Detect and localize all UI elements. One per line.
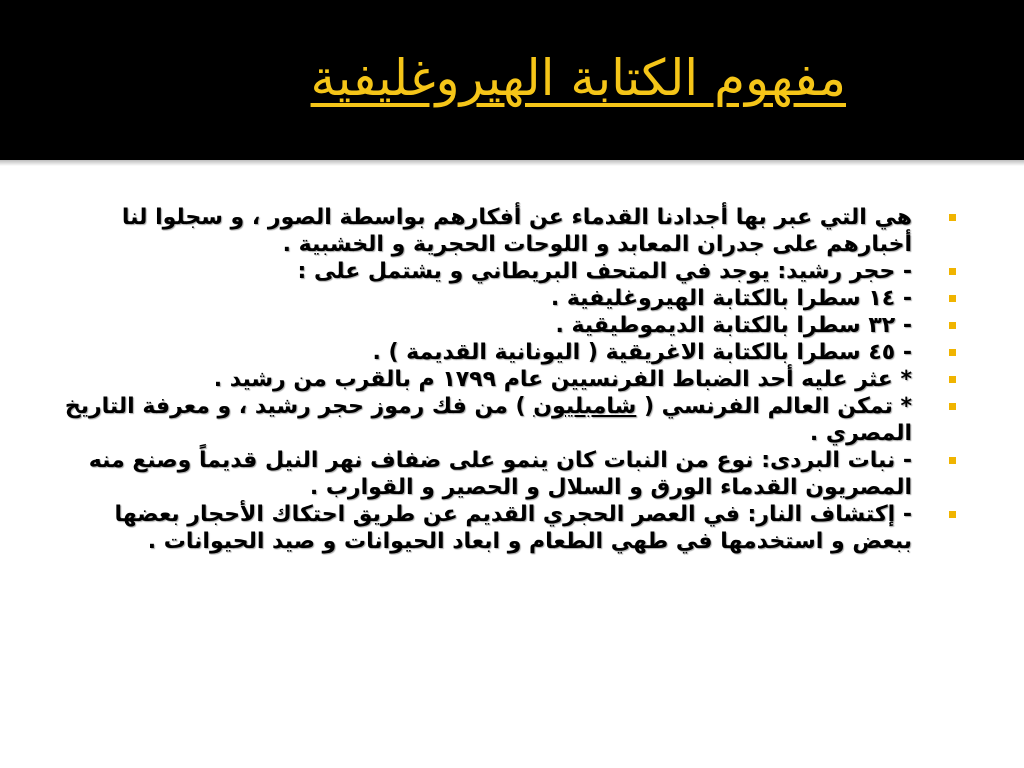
bullet-item-demotic-lines bbox=[56, 312, 956, 339]
square-bullet-icon bbox=[949, 457, 956, 464]
bullet-item-greek-lines bbox=[56, 339, 956, 366]
bullet-text: هي التي عبر بها أجدادنا القدماء عن أفكارهم بواسطة الصور ، و سجلوا لنا أخبارهم على جدران المعابد و اللوحات الحجرية و الخشبية . bbox=[121, 205, 912, 257]
bullet-item-hieroglyphic-lines bbox=[56, 285, 956, 312]
bullet-text: - إكتشاف النار: في العصر الحجري القديم عن طريق احتكاك الأحجار بعضها ببعض و استخدمها في طهي الطعام و ابعاد الحيوانات و صيد الحيوانات . bbox=[114, 502, 912, 554]
square-bullet-icon bbox=[949, 403, 956, 410]
bullet-text: - نبات البردى: نوع من النبات كان ينمو على ضفاف نهر النيل قديماً وصنع منه المصريون القدماء الورق و السلال و الحصير و القوارب . bbox=[88, 448, 912, 500]
square-bullet-icon bbox=[949, 322, 956, 329]
bullet-list bbox=[56, 204, 956, 555]
square-bullet-icon bbox=[949, 349, 956, 356]
square-bullet-icon bbox=[949, 295, 956, 302]
bullet-text: * عثر عليه أحد الضباط الفرنسيين عام ١٧٩٩ م بالقرب من رشيد . bbox=[213, 367, 912, 392]
bullet-text-after: ) من فك رموز حجر رشيد ، و معرفة التاريخ المصري . bbox=[64, 394, 912, 446]
slide-title: مفهوم الكتابة الهيروغليفية bbox=[310, 49, 846, 107]
square-bullet-icon bbox=[949, 214, 956, 221]
square-bullet-icon bbox=[949, 511, 956, 518]
bullet-text-before: * تمكن العالم الفرنسي ( bbox=[636, 394, 912, 419]
champollion-name: شامبليون bbox=[533, 394, 637, 419]
bullet-item-rosetta-stone bbox=[56, 258, 956, 285]
bullet-text: - ٣٢ سطرا بالكتابة الديموطيقية . bbox=[555, 313, 912, 338]
square-bullet-icon bbox=[949, 268, 956, 275]
bullet-text: - ٤٥ سطرا بالكتابة الاغريقية ( اليونانية القديمة ) . bbox=[372, 340, 912, 365]
bullet-text: - حجر رشيد: يوجد في المتحف البريطاني و يشتمل على : bbox=[297, 259, 912, 284]
bullet-item-fire-discovery bbox=[56, 501, 956, 555]
title-bar bbox=[0, 0, 1024, 160]
bullet-item-champollion bbox=[56, 393, 956, 447]
bullet-text: - ١٤ سطرا بالكتابة الهيروغليفية . bbox=[550, 286, 912, 311]
title-divider bbox=[0, 160, 1024, 166]
bullet-item-discovery bbox=[56, 366, 956, 393]
bullet-item-papyrus bbox=[56, 447, 956, 501]
bullet-item-definition bbox=[56, 204, 956, 258]
square-bullet-icon bbox=[949, 376, 956, 383]
